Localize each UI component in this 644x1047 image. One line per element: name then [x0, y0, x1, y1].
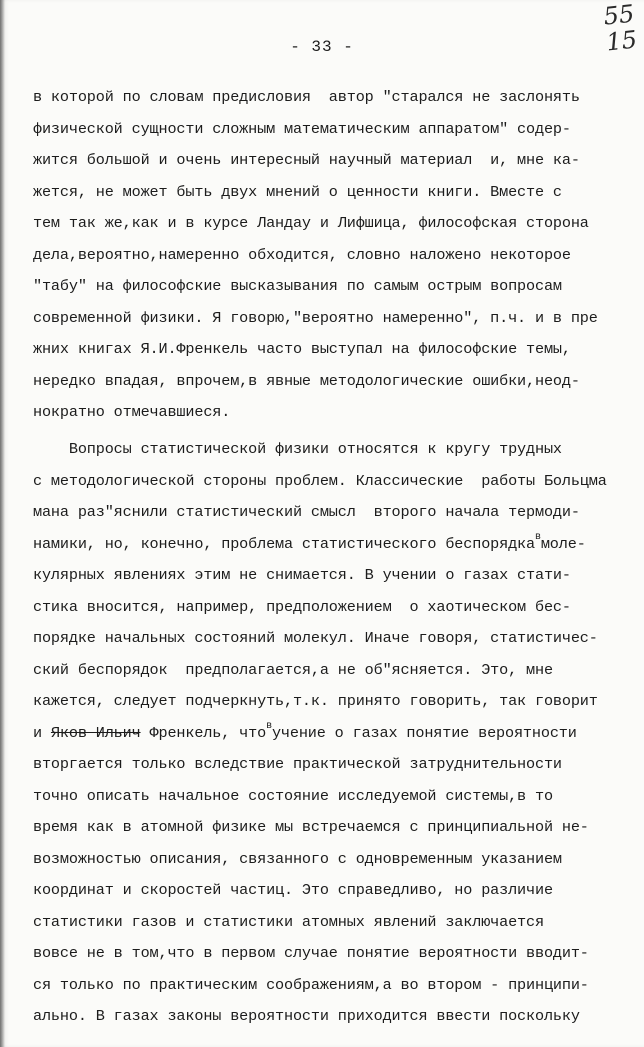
text-line: ся только по практическим соображениям,а во втором - принципи- — [33, 975, 589, 994]
text-line: вторгается только вследствие практической затруднительности — [33, 755, 562, 773]
struck-out-text: Яков Ильич — [50, 723, 141, 742]
text-line: тем так же,как и в курсе Ландау и Лифшица, философская сторона — [33, 214, 589, 232]
text-line: жится большой и очень интересный научный материал и, мне ка- — [33, 151, 580, 169]
text-segment: учение о газах понятие вероятности — [271, 723, 577, 742]
text-line: "табу" на философские высказывания по самым острым вопросам — [33, 277, 562, 295]
text-segment: Френкель, что — [140, 723, 267, 742]
text-line: дела,вероятно,намеренно обходится, словно наложено некоторое — [33, 245, 571, 264]
text-line: статистики газов и статистики атомных явлений заключается — [33, 912, 544, 931]
text-line: жется, не может быть двух мнений о ценности книги. Вместе с — [33, 182, 562, 201]
handwritten-insertion: в — [266, 720, 272, 732]
text-line: с методологической стороны проблем. Классические работы Больцма — [33, 471, 607, 490]
text-segment: и — [33, 723, 42, 742]
text-line: жних книгах Я.И.Френкель часто выступал на философские темы, — [33, 340, 571, 358]
scan-edge-shadow — [0, 0, 5, 1047]
text-line: точно описать начальное состояние исследуемой системы,в то — [33, 786, 553, 805]
text-line: мана раз"яснили статистический смысл второго начала термоди- — [33, 503, 580, 521]
text-line: Вопросы статистической физики относятся к кругу трудных — [33, 440, 562, 458]
text-line: время как в атомной физике мы встречаемся с принципиальной не- — [33, 818, 589, 836]
text-line: кулярных явлениях этим не снимается. В учении о газах стати- — [33, 566, 571, 584]
text-line-with-correction — [33, 720, 577, 745]
text-line: кажется, следует подчеркнуть,т.к. принято говорить, так говорит — [33, 692, 598, 710]
text-segment: моле- — [540, 534, 586, 553]
text-line: ский беспорядок предполагается,а не об"ясняется. Это, мне — [33, 660, 553, 679]
text-line: нократно отмечавшиеся. — [33, 403, 231, 421]
handwritten-insertion: в — [534, 531, 541, 543]
text-line: стика вносится, например, предположением о хаотическом бес- — [33, 597, 571, 616]
folio-top: 55 — [602, 0, 637, 31]
text-line: физической сущности сложным математическим аппаратом" содер- — [33, 119, 571, 138]
text-line: современной физики. Я говорю,"вероятно намеренно", п.ч. и в пре — [33, 308, 598, 327]
text-segment: намики, но, конечно, проблема статистического беспорядка — [33, 534, 535, 553]
text-line: порядке начальных состояний молекул. Иначе говоря, статистичес- — [33, 629, 598, 647]
folio-bottom: 15 — [605, 25, 639, 57]
text-line: нередко впадая, впрочем,в явные методологические ошибки,неод- — [33, 371, 580, 390]
text-line: координат и скоростей частиц. Это справедливо, но различие — [33, 881, 553, 899]
text-line: в которой по словам предисловия автор "старался не заслонять — [33, 88, 580, 106]
text-line: возможностью описания, связанного с одновременным указанием — [33, 849, 562, 868]
page-number: - 33 - — [290, 38, 354, 56]
text-line: ально. В газах законы вероятности приходится ввести поскольку — [33, 1007, 580, 1025]
text-line-with-insertion — [33, 531, 586, 556]
text-line: вовсе не в том,что в первом случае понятие вероятности вводит- — [33, 944, 589, 962]
